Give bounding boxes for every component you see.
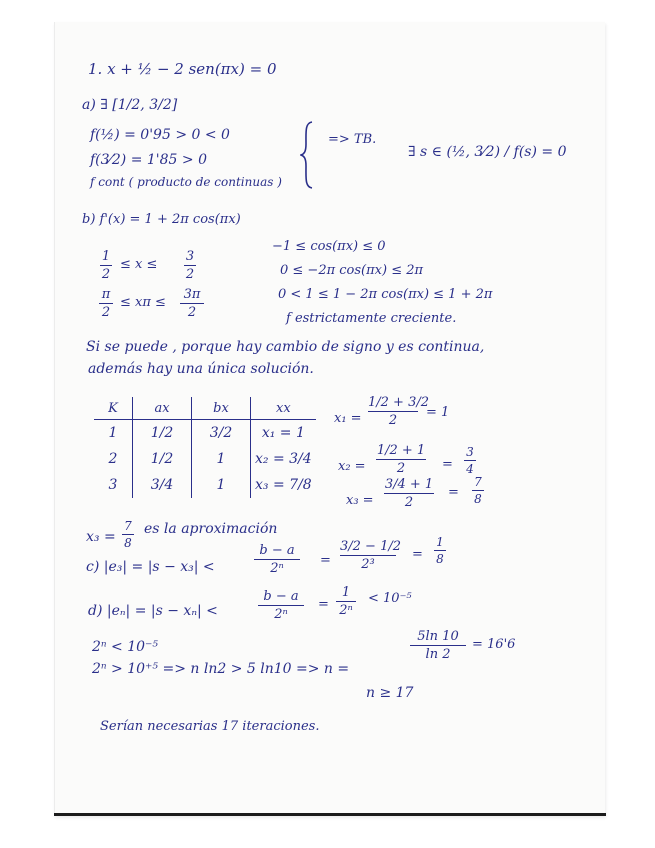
- ineq1-lhs-fraction: 1 2: [101, 249, 111, 282]
- approx-fraction: 7 8: [122, 520, 134, 549]
- table-header: ax: [133, 397, 192, 420]
- part-d-equals-1: =: [318, 597, 329, 612]
- strictly-increasing: f estrictamente creciente.: [286, 311, 457, 326]
- part-c-fraction-2: 3/2 − 1/2 2³: [340, 539, 402, 572]
- table-cell: 1: [192, 446, 251, 472]
- x3-lhs: x₃ =: [346, 493, 374, 508]
- table-cell: x₂ = 3/4: [255, 451, 312, 467]
- part-d-line-2: 2ⁿ > 10⁺⁵ => n ln2 > 5 ln10 => n =: [92, 661, 350, 677]
- table-header-row: [94, 397, 316, 420]
- table-row: [94, 472, 316, 498]
- table-header: xx: [251, 397, 316, 420]
- n-value: = 16'6: [472, 637, 516, 652]
- bisection-table: [94, 397, 316, 498]
- table-cell: x₁ = 1: [261, 425, 305, 441]
- part-d-line-1: 2ⁿ < 10⁻⁵: [92, 639, 159, 655]
- f-of-half: f(½) = 0'95 > 0 < 0: [90, 127, 230, 143]
- table-cell: 1/2: [133, 446, 192, 472]
- part-c-fraction-3: 1 8: [434, 536, 446, 565]
- x3-equals: =: [448, 485, 459, 500]
- ineq2-rhs-fraction: 3π 2: [180, 288, 204, 319]
- curly-brace-icon: [300, 120, 314, 190]
- table-cell: 1: [192, 472, 251, 498]
- x2-fraction: 1/2 + 1 2: [376, 443, 426, 476]
- derivative-range: 0 < 1 ≤ 1 − 2π cos(πx) ≤ 1 + 2π: [278, 287, 493, 302]
- problem-title: 1. x + ½ − 2 sen(πx) = 0: [88, 60, 277, 78]
- part-c-fraction-1: b − a 2ⁿ: [254, 544, 300, 575]
- table-cell: 3/4: [133, 472, 192, 498]
- x2-result-fraction: 3 4: [464, 446, 476, 475]
- part-c-equals-2: =: [412, 547, 423, 562]
- continuity-note: f cont ( producto de continuas ): [90, 175, 282, 189]
- n-fraction: 5ln 10 ln 2: [410, 630, 466, 661]
- x3-fraction: 3/4 + 1 2: [384, 477, 434, 510]
- table-cell: 1/2: [133, 420, 192, 447]
- x1-rhs: = 1: [426, 405, 450, 420]
- cos-range: −1 ≤ cos(πx) ≤ 0: [272, 239, 386, 254]
- page-bottom-edge: [54, 813, 606, 816]
- theorem-arrow: => TB.: [328, 132, 377, 147]
- final-conclusion: Serían necesarias 17 iteraciones.: [100, 719, 320, 734]
- justification-line-1: Si se puede , porque hay cambio de signo y es continua,: [86, 339, 485, 355]
- part-b-label: b) f'(x) = 1 + 2π cos(πx): [82, 212, 241, 227]
- x1-lhs: x₁ =: [334, 411, 362, 426]
- table-cell: 3: [94, 472, 133, 498]
- part-c-equals-1: =: [320, 553, 331, 568]
- table-row: [94, 420, 316, 447]
- table-header: bx: [192, 397, 251, 420]
- ineq1-middle: ≤ x ≤: [120, 257, 158, 272]
- table-row: [94, 446, 316, 472]
- x3-result-fraction: 7 8: [472, 476, 484, 505]
- table-cell: x₃ = 7/8: [255, 477, 312, 493]
- ineq2-lhs-fraction: π 2: [99, 288, 113, 319]
- part-d-fraction-2: 1 2ⁿ: [336, 586, 356, 617]
- n-result: n ≥ 17: [366, 685, 414, 701]
- bolzano-conclusion: ∃ s ∈ (½, 3⁄2) / f(s) = 0: [408, 144, 567, 160]
- approx-lhs: x₃ =: [86, 529, 116, 545]
- justification-line-2: además hay una única solución.: [88, 361, 314, 377]
- part-d-lhs: d) |eₙ| = |s − xₙ| <: [88, 603, 218, 619]
- part-c-lhs: c) |e₃| = |s − x₃| <: [86, 559, 215, 575]
- table-header: K: [94, 397, 133, 420]
- approx-text: es la aproximación: [144, 521, 278, 537]
- part-a-label: a) ∃ [1/2, 3/2]: [82, 97, 178, 113]
- table-cell: 2: [94, 446, 133, 472]
- part-d-tail: < 10⁻⁵: [368, 591, 412, 606]
- x2-lhs: x₂ =: [338, 459, 366, 474]
- neg-2pi-cos-range: 0 ≤ −2π cos(πx) ≤ 2π: [280, 263, 424, 278]
- x1-fraction: 1/2 + 3/2 2: [368, 395, 430, 428]
- f-of-three-half: f(3⁄2) = 1'85 > 0: [90, 152, 207, 168]
- table-cell: 1: [94, 420, 133, 447]
- part-d-fraction-1: b − a 2ⁿ: [258, 590, 304, 621]
- ineq2-middle: ≤ xπ ≤: [120, 295, 166, 310]
- table-cell: 3/2: [192, 420, 251, 447]
- x2-equals: =: [442, 457, 453, 472]
- ineq1-rhs-fraction: 3 2: [185, 249, 195, 282]
